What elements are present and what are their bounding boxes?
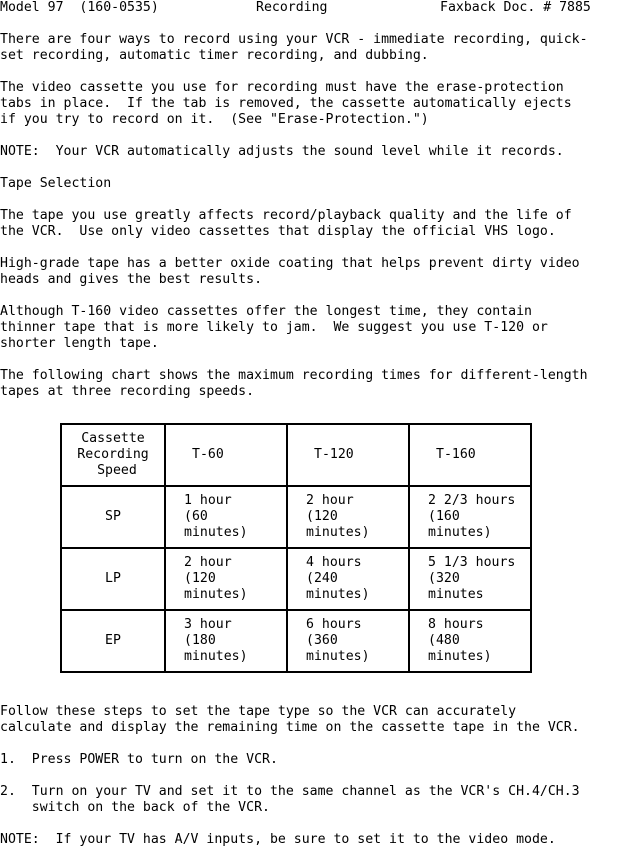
table-column-header: T-120: [287, 424, 409, 486]
table-cell: 4 hours (240 minutes): [287, 548, 409, 610]
table-cell: 6 hours (360 minutes): [287, 610, 409, 672]
paragraph-line: High-grade tape has a better oxide coating that helps prevent dirty video: [0, 256, 580, 271]
table-row-speed: LP: [61, 548, 165, 610]
table-cell: 5 1/3 hours (320 minutes: [409, 548, 531, 610]
header-doc-number: Faxback Doc. # 7885: [440, 0, 591, 15]
note-line: NOTE: Your VCR automatically adjusts the sound level while it records.: [0, 144, 564, 159]
paragraph-line: The following chart shows the maximum recording times for different-length: [0, 368, 588, 383]
section-heading: Tape Selection: [0, 176, 112, 191]
table-header-row: [61, 424, 531, 486]
paragraph-line: heads and gives the best results.: [0, 272, 263, 287]
table-cell: 1 hour (60 minutes): [165, 486, 287, 548]
paragraph-line: The tape you use greatly affects record/playback quality and the life of: [0, 208, 572, 223]
table-cell: 2 hour (120 minutes): [287, 486, 409, 548]
paragraph-line: set recording, automatic timer recording, and dubbing.: [0, 48, 429, 63]
paragraph-line: tabs in place. If the tab is removed, the cassette automatically ejects: [0, 96, 572, 111]
step-item: 1. Press POWER to turn on the VCR.: [0, 752, 278, 767]
table-column-header: T-60: [165, 424, 287, 486]
header-title: Recording: [256, 0, 328, 15]
table-cell: 2 hour (120 minutes): [165, 548, 287, 610]
table-cell: 2 2/3 hours (160 minutes): [409, 486, 531, 548]
table-cell: 8 hours (480 minutes): [409, 610, 531, 672]
paragraph-line: shorter length tape.: [0, 336, 159, 351]
paragraph-line: thinner tape that is more likely to jam. We suggest you use T-120 or: [0, 320, 548, 335]
step-item: switch on the back of the VCR.: [0, 800, 270, 815]
note-line: NOTE: If your TV has A/V inputs, be sure to set it to the video mode.: [0, 832, 556, 847]
table-cell: 3 hour (180 minutes): [165, 610, 287, 672]
paragraph-line: Although T-160 video cassettes offer the longest time, they contain: [0, 304, 532, 319]
paragraph-line: The video cassette you use for recording must have the erase-protection: [0, 80, 564, 95]
header-model: Model 97 (160-0535): [0, 0, 159, 15]
paragraph-line: the VCR. Use only video cassettes that display the official VHS logo.: [0, 224, 556, 239]
paragraph-line: tapes at three recording speeds.: [0, 384, 255, 399]
recording-times-table: [60, 423, 532, 673]
paragraph-line: There are four ways to record using your VCR - immediate recording, quick-: [0, 32, 588, 47]
step-item: 2. Turn on your TV and set it to the same channel as the VCR's CH.4/CH.3: [0, 784, 580, 799]
table-corner-header: Cassette Recording Speed: [61, 424, 165, 486]
table-row-speed: SP: [61, 486, 165, 548]
paragraph-line: Follow these steps to set the tape type so the VCR can accurately: [0, 704, 517, 719]
table-row: [61, 610, 531, 672]
table-row-speed: EP: [61, 610, 165, 672]
table-row: [61, 548, 531, 610]
table-column-header: T-160: [409, 424, 531, 486]
paragraph-line: if you try to record on it. (See "Erase-Protection."): [0, 112, 429, 127]
table-row: [61, 486, 531, 548]
paragraph-line: calculate and display the remaining time on the cassette tape in the VCR.: [0, 720, 580, 735]
